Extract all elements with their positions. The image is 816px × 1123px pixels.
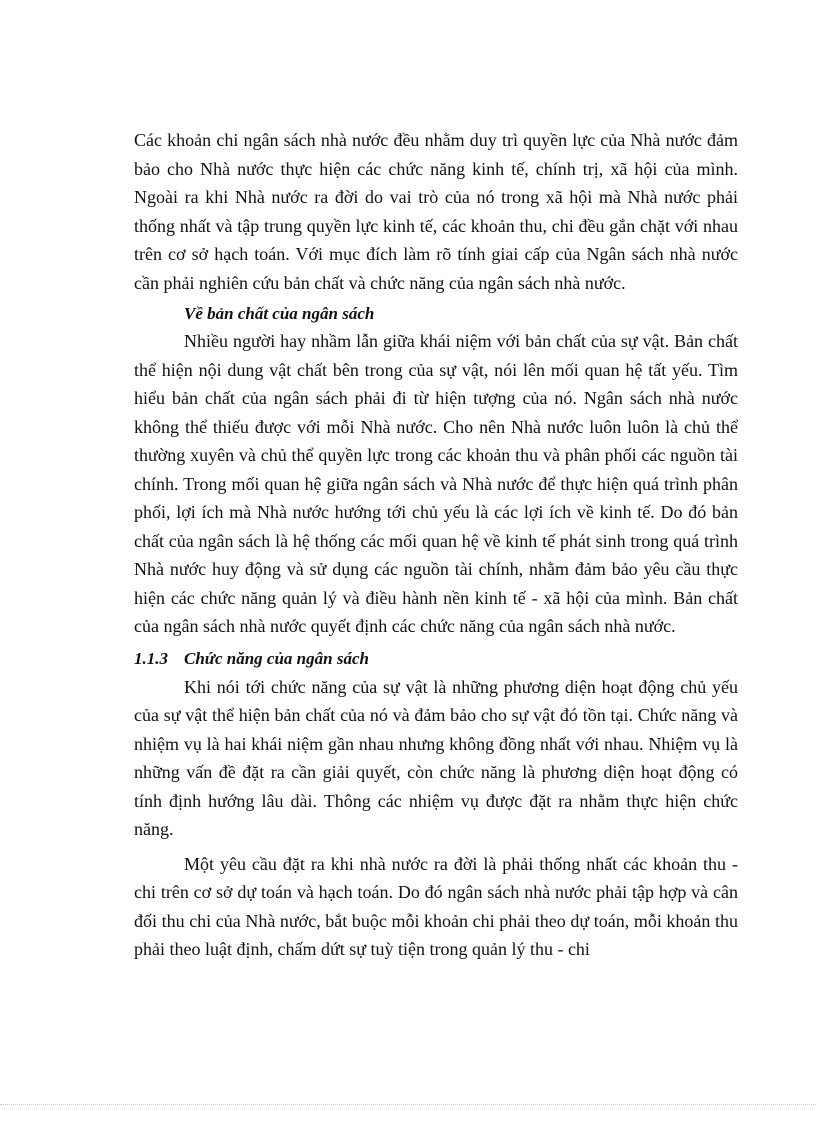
section-number: 1.1.3 — [134, 648, 168, 668]
paragraph-intro: Các khoản chi ngân sách nhà nước đều nhằm duy trì quyền lực của Nhà nước đảm bảo cho Nhà nước thực hiện các chức năng kinh tế, chính trị, xã hội của mình. Ngoài ra khi Nhà nước ra đời do vai trò của nó trong xã hội mà Nhà nước phải thống nhất và tập trung quyền lực kinh tế, các khoản thu, chi đều gắn chặt với nhau trên cơ sở hạch toán. Với mục đích làm rõ tính giai cấp của Ngân sách nhà nước cần phải nghiên cứu bản chất và chức năng của ngân sách nhà nước. — [134, 130, 738, 293]
paragraph-ban-chat: Nhiều người hay nhầm lẫn giữa khái niệm với bản chất của sự vật. Bản chất thể hiện nội dung vật chất bên trong của sự vật, nói lên mối quan hệ tất yếu. Tìm hiểu bản chất của ngân sách phải đi từ hiện tượng của nó. Ngân sách nhà nước không thể thiếu được với mỗi Nhà nước. Cho nên Nhà nước luôn luôn là chủ thể thường xuyên và chủ thể quyền lực trong các khoản thu và phân phối các nguồn tài chính. Trong mối quan hệ giữa ngân sách và Nhà nước để thực hiện quá trình phân phối, lợi ích mà Nhà nước hướng tới chủ yếu là các lợi ích về kinh tế. Do đó bản chất của ngân sách là hệ thống các mối quan hệ về kinh tế phát sinh trong quá trình Nhà nước huy động và sử dụng các nguồn tài chính, nhằm đảm bảo yêu cầu thực hiện các chức năng quản lý và điều hành nền kinh tế - xã hội của mình. Bản chất của ngân sách nhà nước quyết định các chức năng của ngân sách nhà nước. — [134, 331, 738, 636]
page-content — [134, 126, 738, 964]
paragraph-yeu-cau: Một yêu cầu đặt ra khi nhà nước ra đời là phải thống nhất các khoản thu - chi trên cơ sở dự toán và hạch toán. Do đó ngân sách nhà nước phải tập hợp và cân đối thu chi của Nhà nước, bắt buộc mỗi khoản chi phải theo dự toán, mỗi khoản thu phải theo luật định, chấm dứt sự tuỳ tiện trong quản lý thu - chi — [134, 853, 738, 959]
paragraph-chuc-nang: Khi nói tới chức năng của sự vật là những phương diện hoạt động chủ yếu của sự vật thể hiện bản chất của nó và đảm bảo cho sự vật đó tồn tại. Chức năng và nhiệm vụ là hai khái niệm gần nhau nhưng không đồng nhất với nhau. Nhiệm vụ là những vấn đề đặt ra cần giải quyết, còn chức năng là phương diện hoạt động có tính định hướng lâu dài. Thông các nhiệm vụ được đặt ra nhằm thực hiện chức năng. — [134, 676, 738, 839]
section-title: Chức năng của ngân sách — [184, 648, 369, 668]
section-heading-1-1-3 — [134, 645, 738, 673]
footer-dotted-rule — [0, 1104, 816, 1105]
subheading-ban-chat: Về bản chất của ngân sách — [184, 304, 375, 323]
